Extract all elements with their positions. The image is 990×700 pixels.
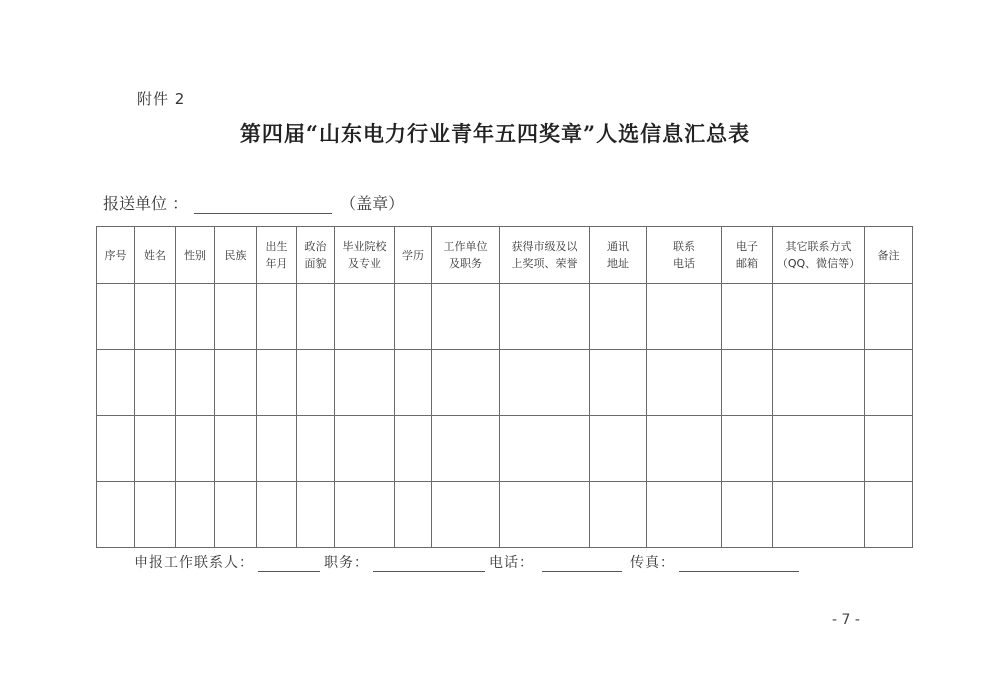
table-cell[interactable] (176, 350, 215, 416)
table-cell[interactable] (215, 284, 257, 350)
table-cell[interactable] (722, 482, 773, 548)
table-cell[interactable] (176, 482, 215, 548)
table-cell[interactable] (432, 482, 500, 548)
document-title: 第四届“山东电力行业青年五四奖章”人选信息汇总表 (239, 121, 751, 146)
contact-person-label: 申报工作联系人： (134, 555, 254, 571)
table-row (97, 284, 913, 350)
table-row (97, 350, 913, 416)
candidate-info-table (96, 226, 913, 548)
header-cell-political-status: 政治 面貌 (297, 227, 335, 284)
header-cell-phone: 联系 电话 (647, 227, 722, 284)
table-cell[interactable] (297, 284, 335, 350)
table-cell[interactable] (722, 416, 773, 482)
table-cell[interactable] (215, 350, 257, 416)
table-cell[interactable] (647, 350, 722, 416)
table-header-row (97, 227, 913, 284)
table-cell[interactable] (335, 350, 395, 416)
table-cell[interactable] (215, 416, 257, 482)
table-cell[interactable] (257, 284, 297, 350)
table-cell[interactable] (647, 416, 722, 482)
header-cell-employer-position: 工作单位 及职务 (432, 227, 500, 284)
table-cell[interactable] (773, 350, 865, 416)
table-cell[interactable] (97, 482, 135, 548)
table-cell[interactable] (647, 482, 722, 548)
table-row (97, 482, 913, 548)
table-cell[interactable] (176, 416, 215, 482)
table-cell[interactable] (590, 350, 647, 416)
footer-contact-line (134, 552, 803, 572)
table-cell[interactable] (97, 284, 135, 350)
table-cell[interactable] (432, 416, 500, 482)
phone-blank[interactable] (542, 555, 622, 572)
table-cell[interactable] (865, 482, 913, 548)
seal-note: （盖章） (340, 194, 405, 213)
header-cell-gender: 性别 (176, 227, 215, 284)
header-cell-education: 学历 (395, 227, 432, 284)
table-cell[interactable] (297, 482, 335, 548)
table-cell[interactable] (865, 350, 913, 416)
header-cell-school-major: 毕业院校 及专业 (335, 227, 395, 284)
table-cell[interactable] (722, 284, 773, 350)
header-cell-birth-date: 出生 年月 (257, 227, 297, 284)
table-cell[interactable] (215, 482, 257, 548)
table-cell[interactable] (395, 350, 432, 416)
table-cell[interactable] (590, 416, 647, 482)
table-cell[interactable] (135, 416, 176, 482)
submitting-unit-label: 报送单位 ： (103, 194, 189, 213)
header-cell-other-contact: 其它联系方式 （QQ、微信等） (773, 227, 865, 284)
table-cell[interactable] (500, 284, 590, 350)
fax-label: 传真： (630, 555, 675, 571)
phone-label: 电话： (489, 555, 534, 571)
position-blank[interactable] (373, 555, 485, 572)
table-cell[interactable] (257, 482, 297, 548)
attachment-label: 附件 2 (137, 90, 186, 108)
table-cell[interactable] (297, 350, 335, 416)
header-cell-serial: 序号 (97, 227, 135, 284)
table-cell[interactable] (335, 416, 395, 482)
header-cell-name: 姓名 (135, 227, 176, 284)
header-cell-ethnicity: 民族 (215, 227, 257, 284)
table-cell[interactable] (135, 284, 176, 350)
table-cell[interactable] (500, 350, 590, 416)
table-cell[interactable] (647, 284, 722, 350)
table-cell[interactable] (432, 350, 500, 416)
table-cell[interactable] (395, 482, 432, 548)
submitting-unit-line (103, 191, 404, 214)
fax-blank[interactable] (679, 555, 799, 572)
table-cell[interactable] (865, 416, 913, 482)
table-cell[interactable] (865, 284, 913, 350)
table-cell[interactable] (257, 416, 297, 482)
contact-person-blank[interactable] (258, 555, 320, 572)
table-cell[interactable] (297, 416, 335, 482)
table-cell[interactable] (590, 482, 647, 548)
table-cell[interactable] (335, 284, 395, 350)
table-cell[interactable] (97, 350, 135, 416)
header-cell-email: 电子 邮箱 (722, 227, 773, 284)
table-cell[interactable] (773, 482, 865, 548)
table-cell[interactable] (395, 416, 432, 482)
table-cell[interactable] (176, 284, 215, 350)
table-cell[interactable] (500, 482, 590, 548)
table-cell[interactable] (395, 284, 432, 350)
table-cell[interactable] (590, 284, 647, 350)
header-cell-awards: 获得市级及以 上奖项、荣誉 (500, 227, 590, 284)
table-cell[interactable] (773, 284, 865, 350)
table-cell[interactable] (335, 482, 395, 548)
submitting-unit-blank[interactable] (194, 197, 332, 214)
table-cell[interactable] (135, 482, 176, 548)
table-cell[interactable] (97, 416, 135, 482)
position-label: 职务： (324, 555, 369, 571)
table-cell[interactable] (500, 416, 590, 482)
table-cell[interactable] (257, 350, 297, 416)
table-cell[interactable] (135, 350, 176, 416)
header-cell-address: 通讯 地址 (590, 227, 647, 284)
table-row (97, 416, 913, 482)
header-cell-remarks: 备注 (865, 227, 913, 284)
table-cell[interactable] (773, 416, 865, 482)
table-cell[interactable] (722, 350, 773, 416)
table-cell[interactable] (432, 284, 500, 350)
page-number: - 7 - (832, 612, 860, 628)
